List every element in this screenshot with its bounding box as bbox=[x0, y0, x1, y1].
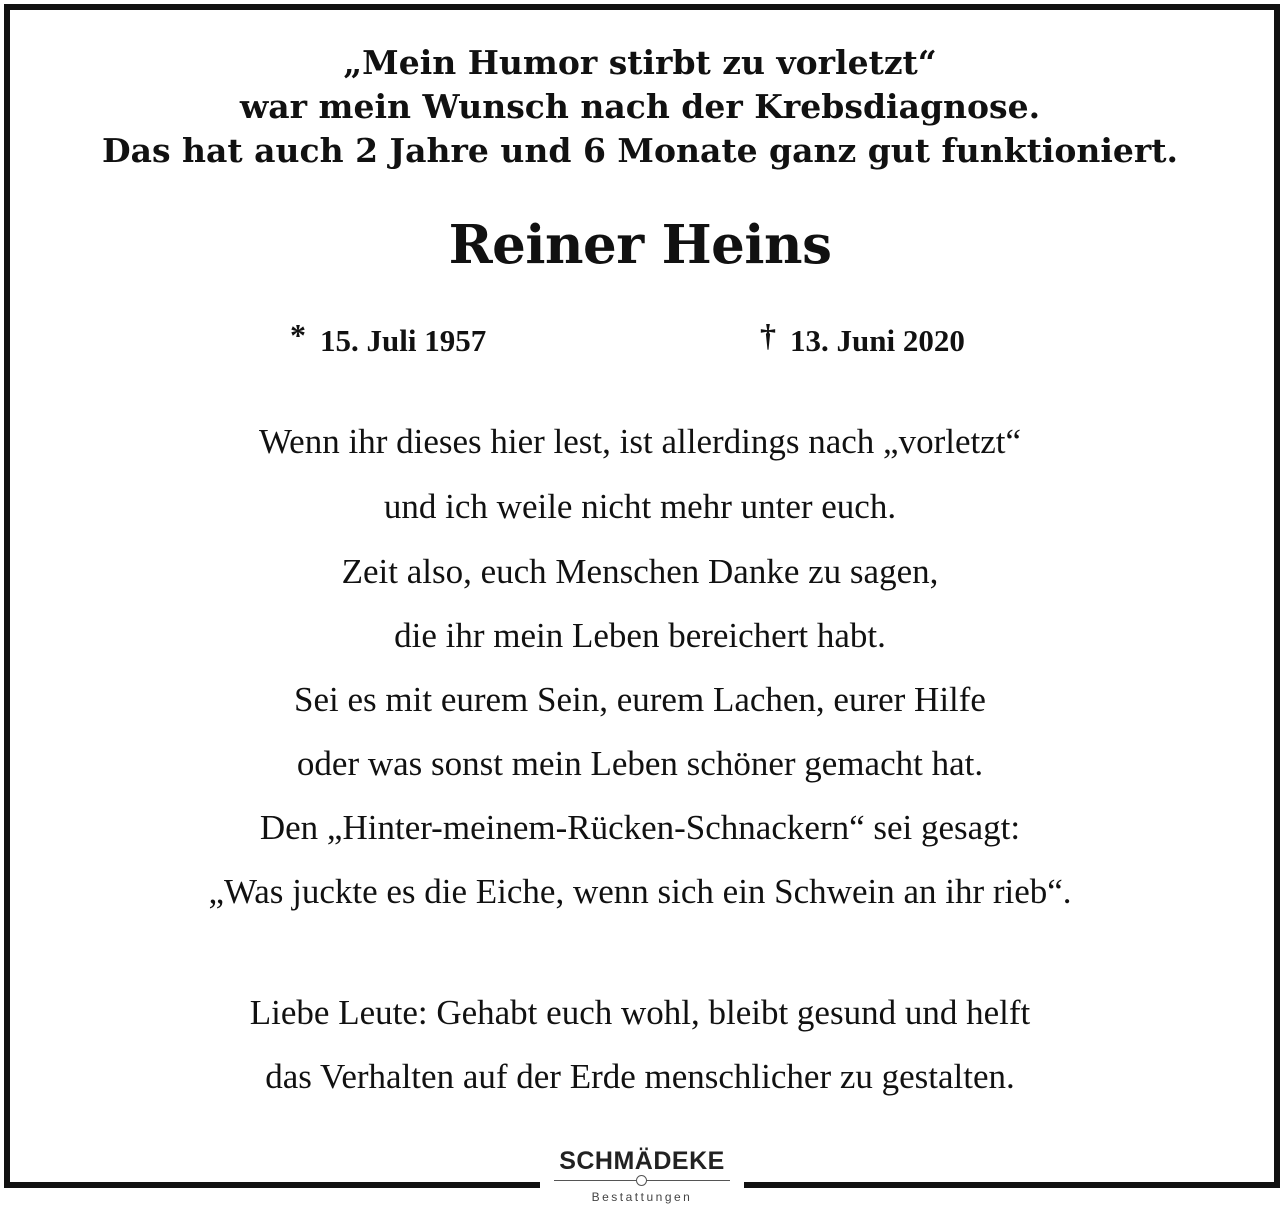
verse-line: Zeit also, euch Menschen Danke zu sagen, bbox=[341, 552, 939, 591]
verse-line: „Was juckte es die Eiche, wenn sich ein Schwein an ihr rieb“. bbox=[208, 872, 1072, 911]
verse-line: und ich weile nicht mehr unter euch. bbox=[383, 487, 897, 526]
verse-line: Sei es mit eurem Sein, eurem Lachen, eurer Hilfe bbox=[294, 680, 986, 719]
birth-date-row bbox=[290, 318, 486, 363]
funeral-home-logo bbox=[540, 1140, 744, 1205]
closing-line: das Verhalten auf der Erde menschlicher zu gestalten. bbox=[265, 1057, 1015, 1096]
motto-line-2: war mein Wunsch nach der Krebsdiagnose. bbox=[239, 87, 1041, 126]
death-cross-icon: † bbox=[760, 317, 776, 353]
logo-ring-icon bbox=[636, 1175, 647, 1186]
motto-line-3: Das hat auch 2 Jahre und 6 Monate ganz gut funktioniert. bbox=[101, 131, 1179, 170]
verse-line: Den „Hinter-meinem-Rücken-Schnackern“ sei gesagt: bbox=[259, 808, 1021, 847]
motto-line-1: „Mein Humor stirbt zu vorletzt“ bbox=[343, 43, 937, 82]
deceased-name: Reiner Heins bbox=[448, 214, 832, 276]
death-date: 13. Juni 2020 bbox=[790, 323, 965, 358]
closing-line: Liebe Leute: Gehabt euch wohl, bleibt gesund und helft bbox=[249, 993, 1031, 1032]
birth-date: 15. Juli 1957 bbox=[320, 323, 487, 358]
verse-line: Wenn ihr dieses hier lest, ist allerdings nach „vorletzt“ bbox=[258, 422, 1022, 461]
logo-name: SCHMÄDEKE bbox=[559, 1147, 725, 1175]
verse-line: oder was sonst mein Leben schöner gemacht hat. bbox=[296, 744, 984, 783]
logo-subtitle: Bestattungen bbox=[591, 1190, 693, 1204]
birth-star-icon: * bbox=[290, 317, 306, 353]
death-date-row bbox=[760, 318, 965, 363]
verse-line: die ihr mein Leben bereichert habt. bbox=[394, 616, 886, 655]
